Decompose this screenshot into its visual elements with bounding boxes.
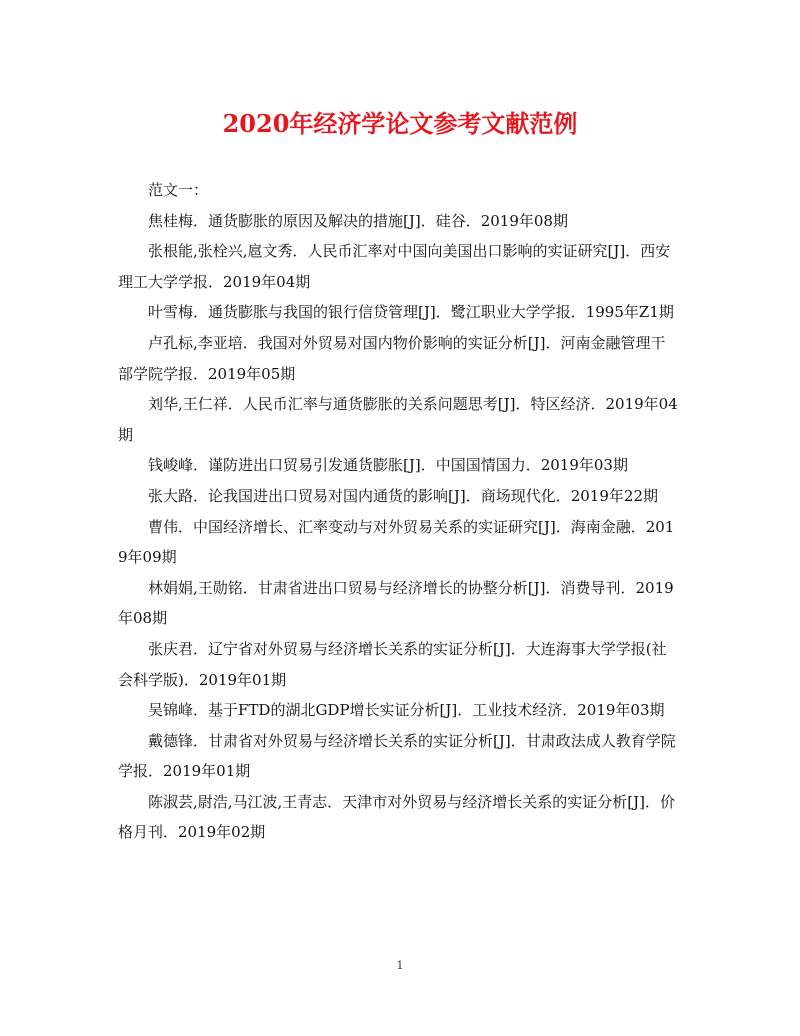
reference-item: 刘华,王仁祥．人民币汇率与通货膨胀的关系问题思考[J]．特区经济．2019年04期 — [118, 395, 678, 444]
page-number: 1 — [396, 959, 404, 972]
reference-item: 戴德锋．甘肃省对外贸易与经济增长关系的实证分析[J]．甘肃政法成人教育学院学报．2019年01期 — [118, 731, 676, 781]
reference-item: 林娟娟,王勋铭．甘肃省进出口贸易与经济增长的协整分析[J]．消费导刊．2019年08期 — [118, 578, 674, 628]
reference-item: 焦桂梅．通货膨胀的原因及解决的措施[J]．硅谷．2019年08期 — [148, 211, 568, 230]
section-heading: 范文一： — [148, 181, 209, 199]
reference-item: 吴锦峰．基于FTD的湖北GDP增长实证分析[J]．工业技术经济．2019年03期 — [148, 701, 665, 720]
reference-item: 钱峻峰．谨防进出口贸易引发通货膨胀[J]．中国国情国力．2019年03期 — [148, 456, 628, 475]
reference-list — [118, 175, 678, 848]
reference-item: 卢孔标,李亚培．我国对外贸易对国内物价影响的实证分析[J]．河南金融管理干部学院学报．2019年05期 — [118, 333, 666, 383]
document-title: 2020年经济学论文参考文献范例 — [222, 109, 578, 138]
reference-item: 曹伟．中国经济增长、汇率变动与对外贸易关系的实证研究[J]．海南金融．2019年09期 — [118, 517, 675, 567]
reference-item: 陈淑芸,尉浩,马江波,王青志．天津市对外贸易与经济增长关系的实证分析[J]．价格月刊．2019年02期 — [118, 792, 676, 842]
reference-item: 叶雪梅．通货膨胀与我国的银行信贷管理[J]．鹭江职业大学学报．1995年Z1期 — [148, 303, 674, 322]
reference-item: 张大路．论我国进出口贸易对国内通货的影响[J]．商场现代化．2019年22期 — [148, 486, 658, 505]
reference-item: 张根能,张栓兴,扈文秀．人民币汇率对中国向美国出口影响的实证研究[J]．西安理工大学学报．2019年04期 — [118, 242, 671, 291]
reference-item: 张庆君．辽宁省对外贸易与经济增长关系的实证分析[J]．大连海事大学学报(社会科学版)．2019年01期 — [118, 639, 667, 689]
